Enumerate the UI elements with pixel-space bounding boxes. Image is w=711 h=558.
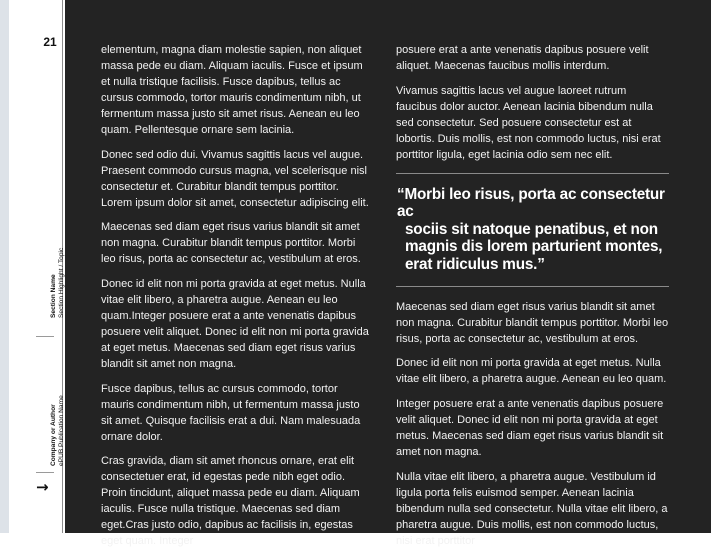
sidebar-rule	[36, 336, 54, 337]
sidebar-rule	[36, 472, 54, 473]
pull-quote-line: “Morbi leo risus, porta ac consectetur ac	[397, 185, 665, 221]
pull-quote-top-rule	[396, 173, 669, 174]
pull-quote	[396, 186, 669, 274]
arrow-right-icon[interactable]: →	[36, 478, 49, 496]
paragraph: Cras gravida, diam sit amet rhoncus ornare, erat elit consectetuer erat, id egestas pede nibh eget odio. Proin tincidunt, aliquet massa pede eu diam. Aliquam iaculis. Fusce nulla tristique. Maecenas sed diam eget.Cras justo odio, dapibus ac facilisis in, egestas eget quam. Integer	[101, 455, 360, 548]
paragraph: Maecenas sed diam eget risus varius blandit sit amet non magna. Curabitur blandit tempus porttitor. Morbi leo risus, porta ac consectetur ac, vestibulum at eros.	[101, 221, 361, 266]
publication-name: ePUB Publication Name	[57, 395, 65, 466]
paragraph: elementum, magna diam molestie sapien, non aliquet massa pede eu diam. Aliquam iaculis. Fusce et ipsum et nulla tristique facilisis. Fusce dapibus, tellus ac cursus commodo, tortor mauris condimentum nibh, ut fermentum massa justo sit amet risus. Aenean eu leo quam. Pellentesque ornare sem lacinia.	[101, 44, 363, 136]
paragraph: Nulla vitae elit libero, a pharetra augue. Vestibulum id ligula porta felis euismod semper. Aenean lacinia bibendum nulla sed consectetur. Nulla vitae elit libero, a pharetra augue. Duis mollis, est non commodo luctus, nisi erat porttitor	[396, 470, 668, 547]
right-column	[396, 42, 669, 557]
section-label	[50, 248, 65, 318]
paragraph: Fusce dapibus, tellus ac cursus commodo, tortor mauris condimentum nibh, ut fermentum massa justo sit amet. Quisque facilisis erat a dui. Nam malesuada ornare dolor.	[101, 382, 361, 443]
pull-quote-line: erat ridiculus mus.”	[405, 256, 545, 274]
left-edge-strip	[0, 0, 9, 533]
left-column	[101, 42, 371, 558]
paragraph: Vivamus sagittis lacus vel augue laoreet rutrum faucibus dolor auctor. Aenean lacinia bibendum nulla sed consectetur. Sed posuere consectetur est at lobortis. Duis mollis, est non commodo luctus, nisi erat porttitor ligula, eget lacinia odio sem nec elit.	[396, 84, 661, 161]
paragraph: Maecenas sed diam eget risus varius blandit sit amet non magna. Curabitur blandit tempus porttitor. Morbi leo risus, porta ac consectetur ac, vestibulum at eros.	[396, 300, 669, 345]
pull-quote-line: sociis sit natoque penatibus, et non	[405, 220, 658, 238]
pull-quote-bottom-rule	[396, 286, 669, 287]
publication-label	[50, 395, 65, 466]
pull-quote-line: magnis dis lorem parturient montes,	[405, 238, 663, 256]
section-topic: Section Highlight / Topic	[57, 247, 65, 318]
paragraph: Donec id elit non mi porta gravida at eget metus. Nulla vitae elit libero, a pharetra augue. Aenean eu leo quam.Integer posuere erat a ante venenatis dapibus posuere velit aliquet. Donec id elit non mi porta gravida at eget metus. Maecenas sed diam eget risus varius blandit sit amet non magna.	[101, 278, 369, 371]
paragraph: Donec sed odio dui. Vivamus sagittis lacus vel augue. Praesent commodo cursus magna, vel scelerisque nisl consectetur et. Curabitur blandit tempus porttitor. Lorem ipsum dolor sit amet, consectetur adipiscing elit.	[101, 148, 369, 209]
paragraph: posuere erat a ante venenatis dapibus posuere velit aliquet. Maecenas faucibus mollis interdum.	[396, 44, 649, 72]
company-name: Company or Author	[50, 404, 57, 466]
section-name: Section Name	[50, 274, 57, 318]
paragraph: Integer posuere erat a ante venenatis dapibus posuere velit aliquet. Donec id elit non mi porta gravida at eget metus. Maecenas sed diam eget risus varius blandit sit amet non magna.	[396, 398, 664, 459]
page-number: 21	[43, 35, 57, 49]
paragraph: Donec id elit non mi porta gravida at eget metus. Nulla vitae elit libero, a pharetra augue. Aenean eu leo quam.	[396, 357, 667, 386]
article-body	[65, 0, 711, 548]
